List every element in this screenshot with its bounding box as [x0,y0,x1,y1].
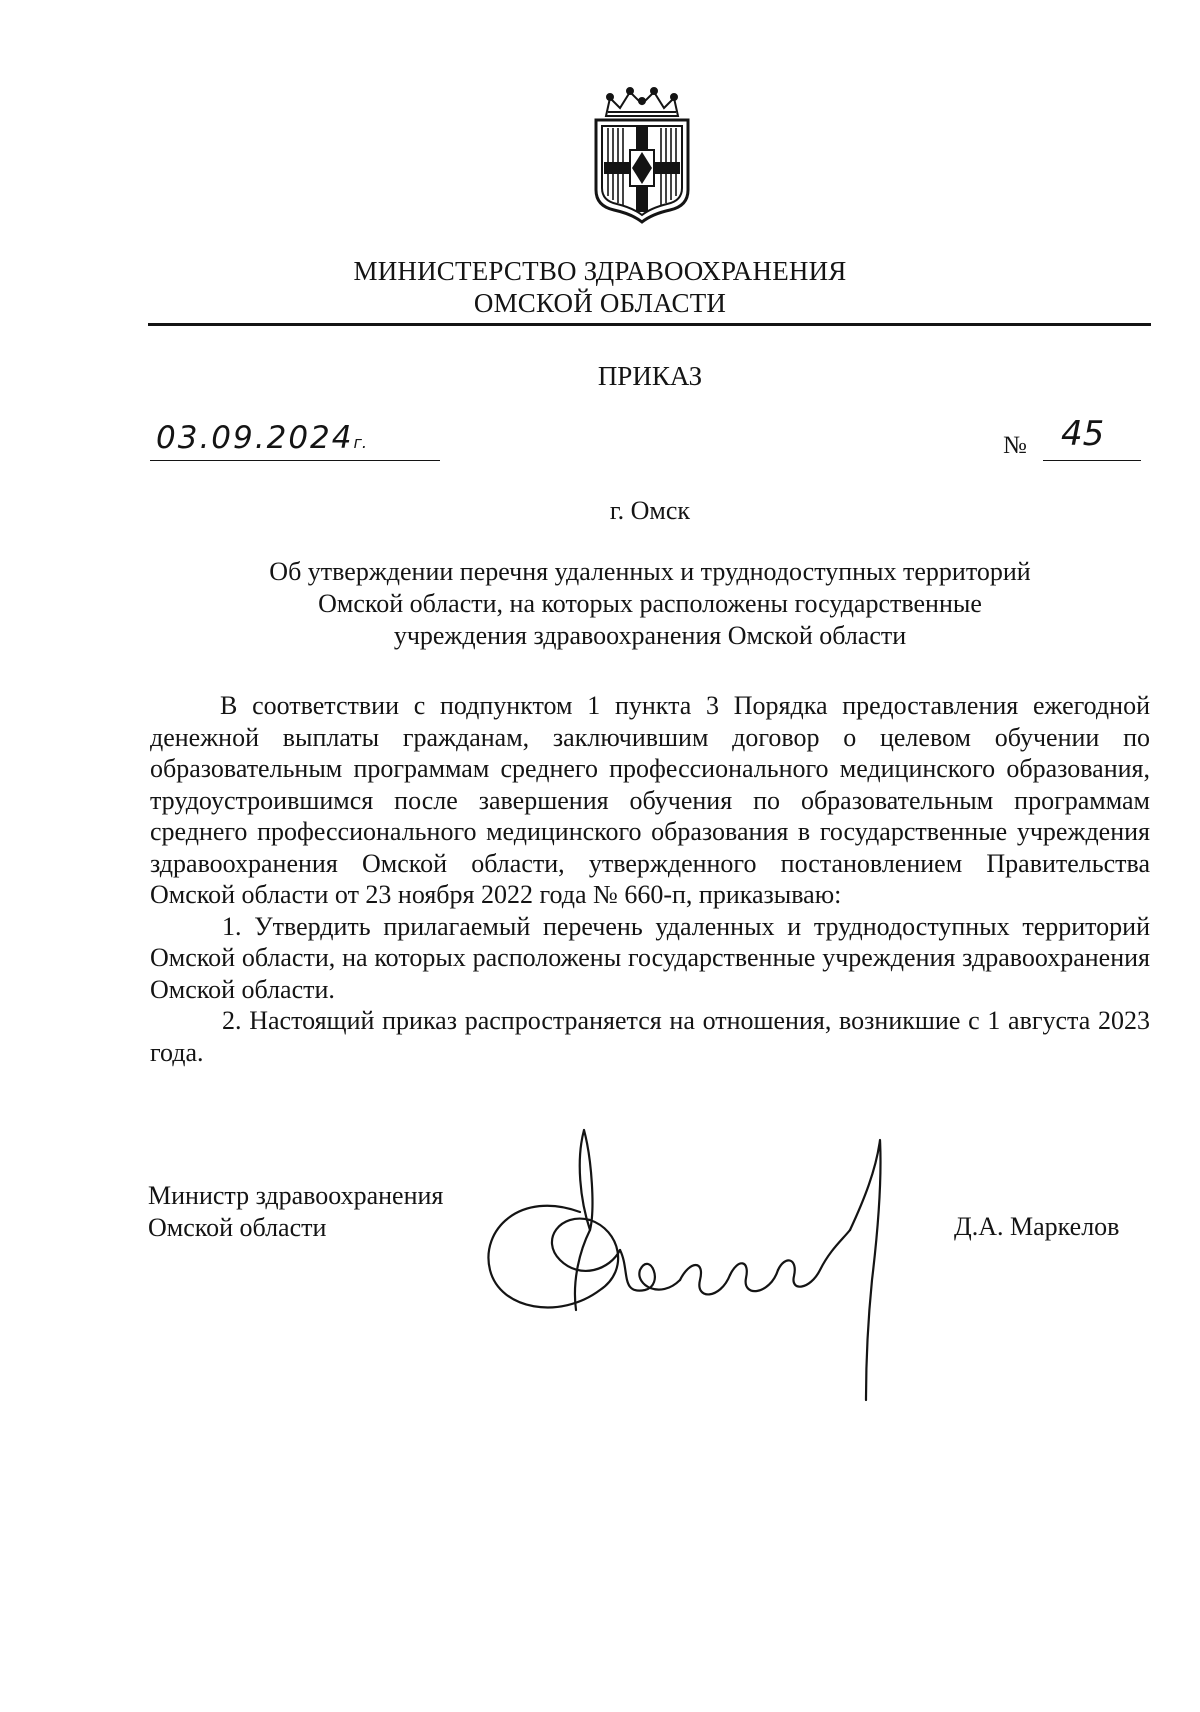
signatory-name: Д.А. Маркелов [954,1212,1120,1241]
ministry-name-line1: МИНИСТЕРСТВО ЗДРАВООХРАНЕНИЯ [353,256,847,286]
ministry-name-line2: ОМСКОЙ ОБЛАСТИ [473,288,727,318]
date-suffix: г. [353,433,367,452]
number-sign: № [1003,432,1027,459]
item-2-paragraph: 2. Настоящий приказ распространяется на отношения, возникшие с 1 августа 2023 года. [150,1006,1150,1067]
position-line2: Омской области [148,1213,327,1242]
header-divider [148,323,1151,326]
date-value [156,420,367,456]
number-field [1043,414,1141,461]
subject-line1: Об утверждении перечня удаленных и труднодоступных территорий [269,557,1031,586]
signatory-position [148,1180,443,1244]
order-body [150,690,1150,1068]
date-number: 03.09.2024 [156,420,354,456]
handwritten-signature [480,1120,940,1410]
document-type: ПРИКАЗ [597,361,703,391]
subject-line2: Омской области, на которых расположены государственные [318,589,982,618]
preamble-paragraph: В соответствии с подпунктом 1 пункта 3 Порядка предоставления ежегодной денежной выплаты гражданам, заключившим договор о целевом обучении по образовательным программам среднего профессионального медицинского образования, трудоустроившимся после завершения обучения по образовательным программам среднего профессионального медицинского образования в государственные учреждения здравоохранения Омской области, утвержденного постановлением Правительства Омской области от 23 ноября 2022 года № 660-п, приказываю: [150,691,1150,909]
date-field [150,420,440,461]
order-subject [150,556,1150,652]
subject-line3: учреждения здравоохранения Омской области [393,621,907,650]
order-number [1003,414,1153,460]
city: г. Омск [609,496,691,525]
number-value: 45 [1061,414,1105,454]
coat-of-arms-icon [586,86,698,224]
position-line1: Министр здравоохранения [148,1181,444,1210]
item-1-paragraph: 1. Утвердить прилагаемый перечень удаленных и труднодоступных территорий Омской области, на которых расположены государственные учреждения здравоохранения Омской области. [150,911,1150,1004]
ministry-name [0,255,1200,319]
